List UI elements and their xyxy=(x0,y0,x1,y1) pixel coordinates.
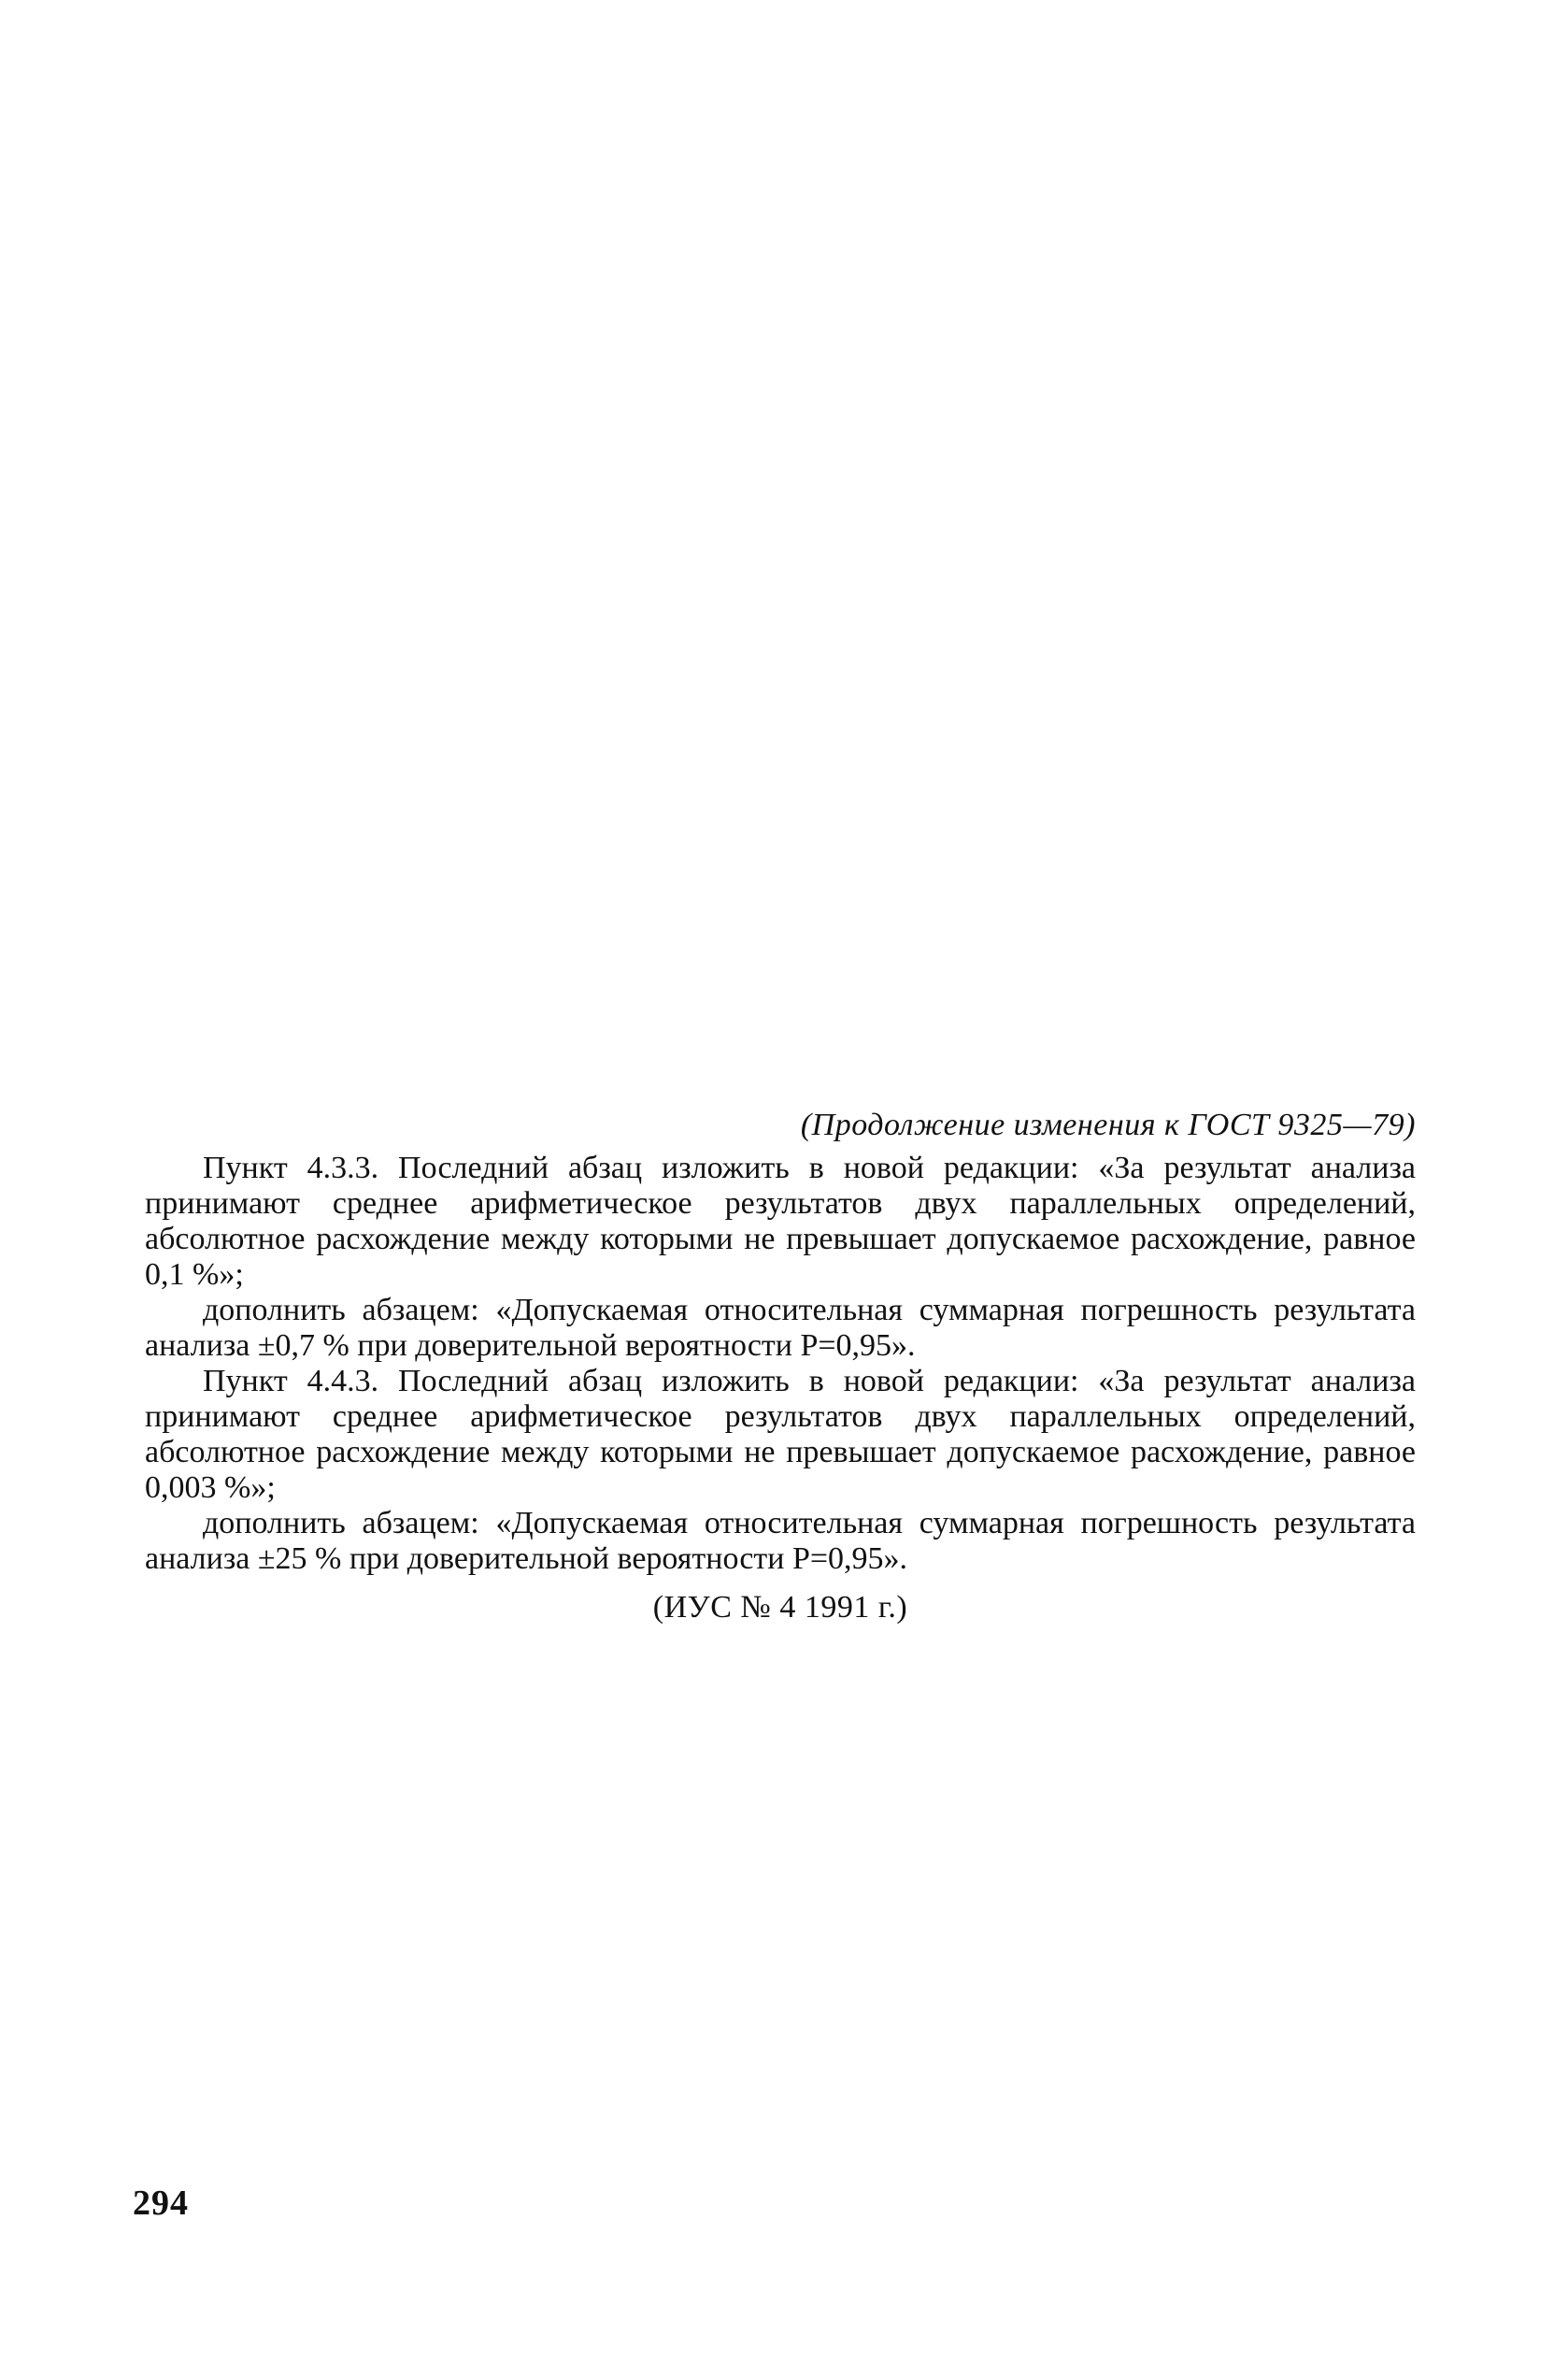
source-reference: (ИУС № 4 1991 г.) xyxy=(652,1590,908,1625)
paragraph-4-3-3-addition: дополнить абзацем: «Допускаемая относительная суммарная погрешность результата анализа ±0,7 % при доверительной вероятности P=0,95». xyxy=(145,1293,1416,1363)
paragraph-4-4-3-addition: дополнить абзацем: «Допускаемая относительная суммарная погрешность результата анализа ±25 % при доверительной вероятности P=0,95». xyxy=(145,1506,1416,1576)
page-number: 294 xyxy=(133,2184,189,2223)
amendment-text-block xyxy=(145,1108,1416,1625)
paragraph-4-4-3: Пункт 4.4.3. Последний абзац изложить в новой редакции: «За результат анализа принимают среднее арифметическое результатов двух параллельных определений, абсолютное расхождение между которыми не превышает допускаемое расхождение, равное 0,003 %»; xyxy=(145,1364,1416,1505)
amendment-heading: (Продолжение изменения к ГОСТ 9325—79) xyxy=(800,1108,1416,1142)
paragraph-4-3-3: Пункт 4.3.3. Последний абзац изложить в новой редакции: «За результат анализа принимают среднее арифметическое результатов двух параллельных определений, абсолютное расхождение между которыми не превышает допускаемое расхождение, равное 0,1 %»; xyxy=(145,1151,1416,1292)
